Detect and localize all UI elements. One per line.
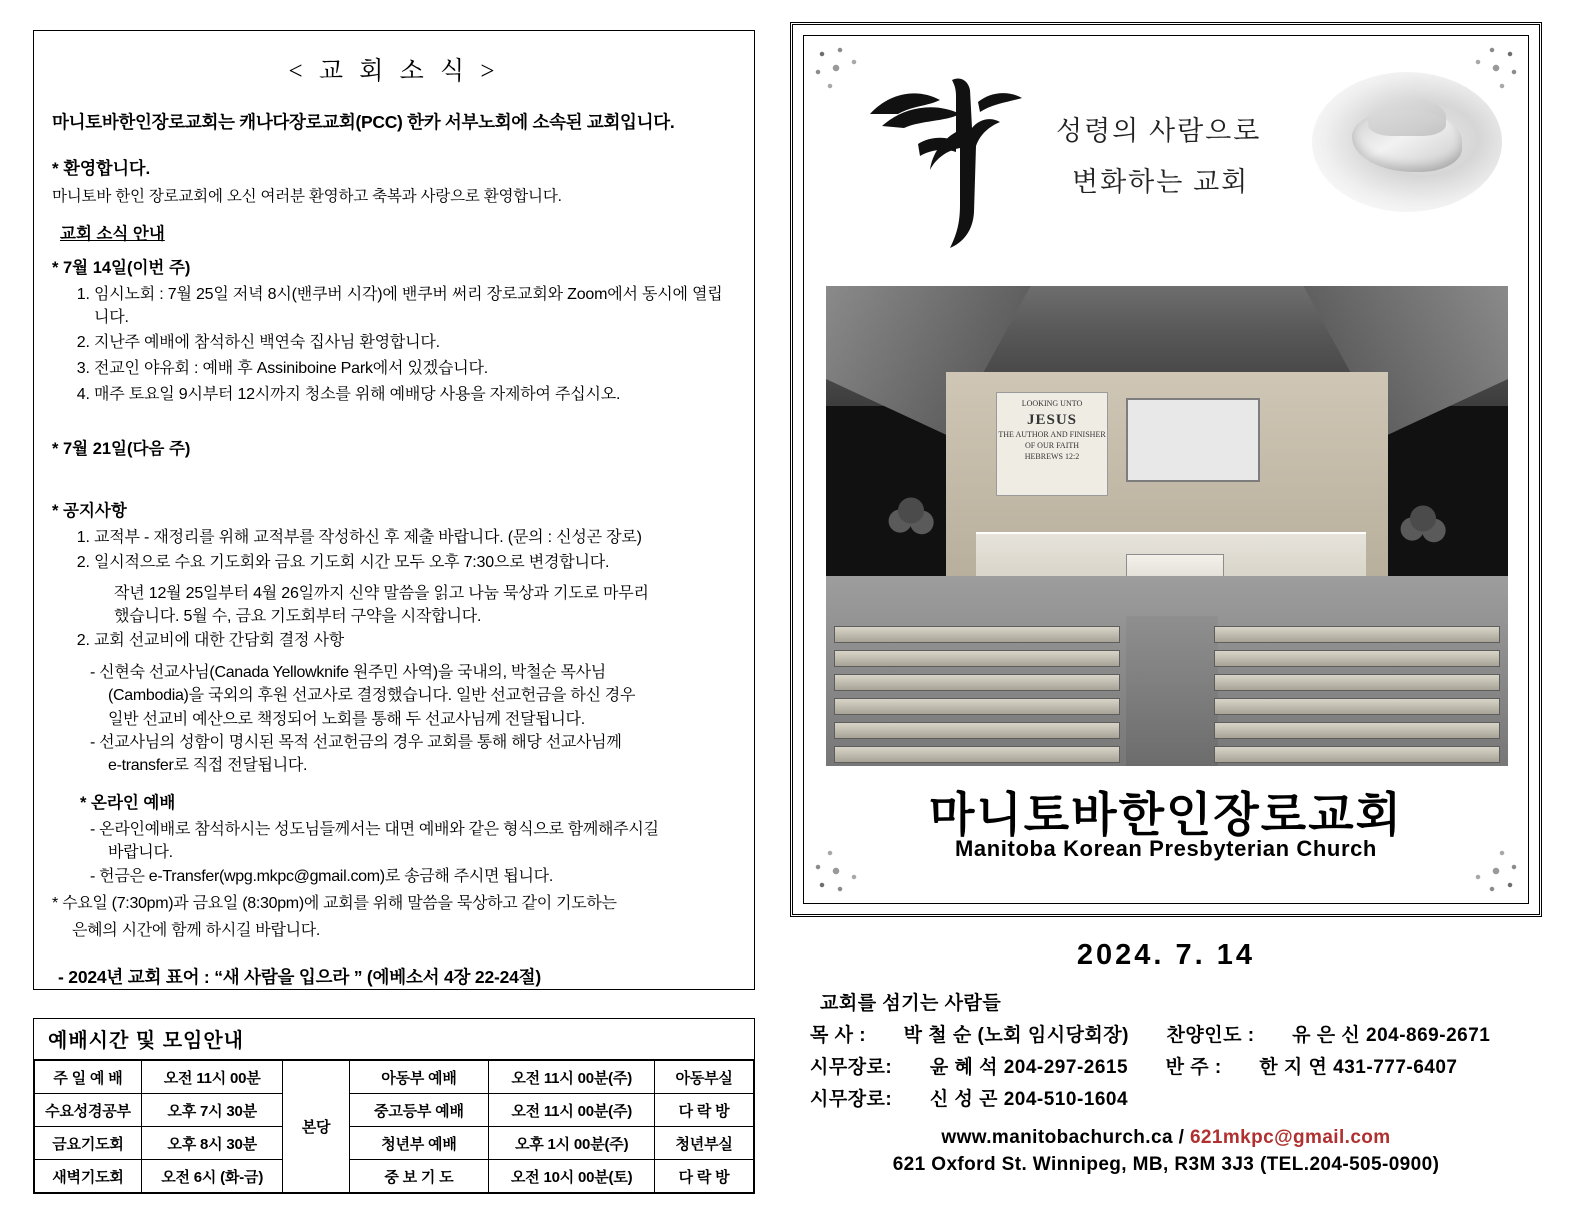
photo-plant — [884, 486, 938, 556]
sanctuary-photo — [826, 286, 1508, 766]
panel-ref: HEBREWS 12:2 — [1024, 451, 1080, 461]
next-week-heading: * 7월 21일(다음 주) — [52, 439, 191, 458]
servant-name: 윤 혜 석 204-297-2615 — [929, 1057, 1129, 1078]
notice-heading: * 공지사항 — [52, 501, 127, 520]
church-news-box — [33, 30, 755, 990]
cell-group-name: 아동부 예배 — [349, 1061, 489, 1094]
spacer — [52, 465, 736, 491]
servant-row — [810, 1020, 1542, 1047]
panel-jesus: JESUS — [1026, 411, 1078, 428]
intro-line: 마니토바한인장로교회는 캐나다장로교회(PCC) 한카 서부노회에 소속된 교회입니다. — [52, 112, 675, 132]
website-link[interactable]: www.manitobachurch.ca — [941, 1127, 1173, 1148]
servant-name: 신 성 곤 204-510-1604 — [929, 1089, 1129, 1110]
servant-role: 목 사 : — [810, 1025, 867, 1046]
panel-line-2: THE AUTHOR AND FINISHER OF OUR FAITH — [998, 430, 1106, 450]
ornament-corner-icon — [1466, 42, 1522, 98]
cover-inner — [803, 35, 1529, 904]
website-line — [790, 1127, 1542, 1149]
cell-service-time: 오후 7시 30분 — [141, 1094, 283, 1127]
servant-role-2: 찬양인도 : — [1166, 1025, 1255, 1046]
servant-name-2: 한 지 연 431-777-6407 — [1259, 1057, 1458, 1078]
notice-list-continued — [52, 630, 736, 653]
cell-service-name: 수요성경공부 — [35, 1094, 142, 1127]
prayer-line-1: * 수요일 (7:30pm)과 금요일 (8:30pm)에 교회를 위해 말씀을 묵상하고 같이 기도하는 — [52, 894, 617, 912]
photo-aisle — [1126, 616, 1218, 766]
list-item: 1. 임시노회 : 7월 25일 저녁 8시(밴쿠버 시각)에 밴쿠버 써리 장로교회와 Zoom에서 동시에 열립니다. — [94, 284, 736, 329]
cell-group-room: 다 락 방 — [655, 1094, 754, 1127]
servant-role: 시무장로: — [810, 1057, 893, 1078]
schedule-table — [34, 1060, 754, 1193]
cell-group-name: 중 보 기 도 — [349, 1160, 489, 1193]
email-link[interactable]: 621mkpc@gmail.com — [1189, 1127, 1391, 1148]
address-line: 621 Oxford St. Winnipeg, MB, R3M 3J3 (TEL.204-505-0900) — [892, 1154, 1440, 1175]
table-row — [35, 1094, 754, 1127]
church-calligraphy-logo-icon — [856, 62, 1046, 257]
separator: / — [1172, 1127, 1190, 1148]
list-item: 4. 매주 토요일 9시부터 12시까지 청소를 위해 예배당 사용을 자제하여 주십시오. — [94, 384, 736, 407]
servant-row — [810, 1084, 1542, 1111]
year-motto: - 2024년 교회 표어 : “새 사람을 입으라 ” (에베소서 4장 22-24절) — [58, 967, 542, 988]
list-item: 1. 교적부 - 재정리를 위해 교적부를 작성하신 후 제출 바랍니다. (문의 : 신성곤 장로) — [94, 527, 736, 550]
cell-group-room: 청년부실 — [655, 1127, 754, 1160]
table-row — [35, 1061, 754, 1094]
mission-line-5: e-transfer로 직접 전달됩니다. — [108, 756, 308, 774]
cover-frame — [790, 22, 1542, 917]
news-guide-heading: 교회 소식 안내 — [60, 225, 165, 243]
online-worship-heading: * 온라인 예배 — [80, 794, 176, 813]
news-title: < 교 회 소 식 > — [288, 58, 500, 85]
slogan-line-2: 변화하는 교회 — [1072, 167, 1250, 198]
cell-group-room: 다 락 방 — [655, 1160, 754, 1193]
photo-pews-right — [1214, 626, 1500, 766]
right-column — [790, 22, 1542, 1176]
cell-main-hall: 본당 — [283, 1061, 349, 1193]
servant-name-2: 유 은 신 204-869-2671 — [1292, 1025, 1491, 1046]
photo-scripture-panel — [996, 392, 1108, 496]
table-row — [35, 1127, 754, 1160]
servant-role: 시무장로: — [810, 1089, 893, 1110]
welcome-heading: * 환영합니다. — [52, 159, 151, 178]
photo-pews-left — [834, 626, 1120, 766]
church-name-english: Manitoba Korean Presbyterian Church — [955, 836, 1377, 861]
prayer-line-2: 은혜의 시간에 함께 하시길 바랍니다. — [72, 921, 321, 939]
table-row — [35, 1160, 754, 1193]
cell-service-name: 주 일 예 배 — [35, 1061, 142, 1094]
slogan-line-1: 성령의 사람으로 — [1056, 116, 1262, 146]
mission-line-1: - 신현숙 선교사님(Canada Yellowknife 원주민 사역)을 국내의, 박철순 목사님 — [90, 664, 606, 682]
left-column — [33, 30, 755, 990]
notice-detail-line-2: 했습니다. 5월 수, 금요 기도회부터 구약을 시작합니다. — [114, 607, 482, 625]
bulletin-date: 2024. 7. 14 — [1076, 939, 1256, 971]
cell-group-name: 청년부 예배 — [349, 1127, 489, 1160]
cell-group-time: 오후 1시 00분(주) — [489, 1127, 655, 1160]
servant-role-2: 반 주 : — [1165, 1057, 1222, 1078]
cell-service-time: 오후 8시 30분 — [141, 1127, 283, 1160]
notice-detail-line-1: 작년 12월 25일부터 4월 26일까지 신약 말씀을 읽고 나눔 묵상과 기도로 마무리 — [114, 585, 649, 603]
online-line-1: - 온라인예배로 참석하시는 성도님들께서는 대면 예배와 같은 형식으로 함께해주시길 — [90, 821, 659, 839]
panel-line-1: LOOKING UNTO — [1021, 399, 1083, 408]
this-week-heading: * 7월 14일(이번 주) — [52, 259, 191, 277]
photo-plant — [1396, 494, 1450, 564]
servant-name: 박 철 순 (노회 임시당회장) — [903, 1025, 1129, 1046]
mission-line-4: - 선교사님의 성함이 명시된 목적 선교헌금의 경우 교회를 통해 해당 선교사님께 — [90, 733, 622, 751]
list-item: 2. 교회 선교비에 대한 간담회 결정 사항 — [94, 630, 736, 653]
cell-service-time: 오전 6시 (화-금) — [141, 1160, 283, 1193]
list-item: 2. 지난주 예배에 참석하신 백연숙 집사님 환영합니다. — [94, 332, 736, 355]
notice-list — [52, 527, 736, 575]
praying-hands-icon — [1312, 72, 1502, 212]
welcome-text: 마니토바 한인 장로교회에 오신 여러분 환영하고 축복과 사랑으로 환영합니다. — [52, 188, 562, 205]
mission-line-3: 일반 선교비 예산으로 책정되어 노회를 통해 두 선교사님께 전달됩니다. — [108, 710, 585, 728]
list-item: 3. 전교인 야유회 : 예배 후 Assiniboine Park에서 있겠습니다. — [94, 358, 736, 381]
cell-service-name: 금요기도회 — [35, 1127, 142, 1160]
cell-group-room: 아동부실 — [655, 1061, 754, 1094]
service-schedule — [33, 1018, 755, 1194]
cell-group-time: 오전 11시 00분(주) — [489, 1061, 655, 1094]
cell-service-time: 오전 11시 00분 — [141, 1061, 283, 1094]
photo-projector-screen — [1126, 398, 1260, 482]
servants-title: 교회를 섬기는 사람들 — [820, 993, 1002, 1014]
mission-line-2: (Cambodia)을 국외의 후원 선교사로 결정했습니다. 일반 선교헌금을 하신 경우 — [108, 687, 636, 705]
cell-service-name: 새벽기도회 — [35, 1160, 142, 1193]
online-line-3: - 헌금은 e-Transfer(wpg.mkpc@gmail.com)로 송금해 주시면 됩니다. — [90, 867, 553, 885]
cell-group-name: 중고등부 예배 — [349, 1094, 489, 1127]
online-line-2: 바랍니다. — [108, 844, 173, 862]
servant-row — [810, 1052, 1542, 1079]
this-week-list — [52, 284, 736, 407]
schedule-title: 예배시간 및 모임안내 — [34, 1019, 754, 1060]
spacer — [52, 415, 736, 429]
cell-group-time: 오전 10시 00분(토) — [489, 1160, 655, 1193]
cell-group-time: 오전 11시 00분(주) — [489, 1094, 655, 1127]
list-item: 2. 일시적으로 수요 기도회와 금요 기도회 시간 모두 오후 7:30으로 변경합니다. — [94, 552, 736, 575]
church-name-korean: 마니토바한인장로교회 — [928, 788, 1404, 841]
